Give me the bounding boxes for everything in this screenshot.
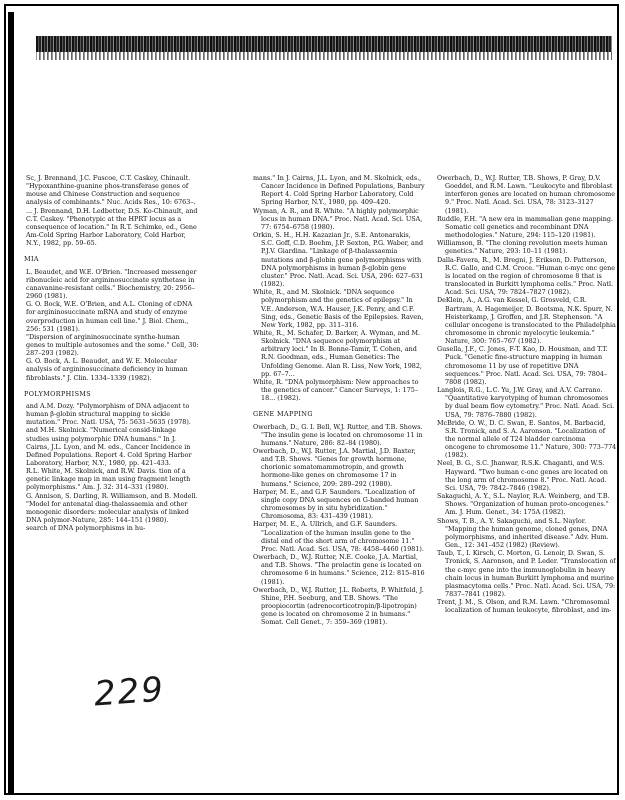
middle-column — [253, 174, 425, 795]
reference-entry: mans." In J. Cairns, J.L. Lyon, and M. Skolnick, eds., Cancer Incidence in Defined Populations, Banbury Report 4. Cold Spring Harbor Laboratory, Cold Spring Harbor, N.Y., 1980, pp. 409–420. — [253, 174, 425, 207]
reference-entry: Gusella, J.F., C. Jones, F-T. Kao, D. Housman, and T.T. Puck. "Genetic fine-structure mapping in human chromosome 11 by use of repetitive DNA sequences." Proc. Natl. Acad. Sci. USA, 79: 7804–7808 (1982). — [437, 345, 608, 386]
left-column — [24, 174, 199, 642]
reference-entry: White, R. "DNA polymorphism: New approaches to the genetics of cancer." Cancer Surveys, 1: 175–18... (1982). — [253, 377, 419, 403]
reference-entry: Owerbach, D., W.J. Rutter, J.A. Martial, J.D. Baxter, and T.B. Shows. "Genes for growth hormone, chorionic somatomammotropin, and growth hormone-like genes on chromosome 17 in humans." Science, 209: 289–292 (1980). — [253, 447, 416, 488]
reference-entry: Taub, T., I. Kirsch, C. Morton, G. Lenoir, D. Swan, S. Tronick, S. Aaronson, and P. Leder. "Translocation of the c-myc gene into the immunoglobulin in heavy chain locus in human Burkitt lymphoma and murine plasmacytoma cells." Proc. Natl. Acad. Sci. USA, 79: 7837–7841 (1982). — [437, 549, 616, 598]
reference-entry: White, R., and M. Skolnick. "DNA sequence polymorphism and the genetics of epilepsy." In V.E. Anderson, W.A. Hauser, J.K. Penry, and C.F. Sing, eds., Genetic Basis of the Epilepsies. Raven, New York, 1982, pp. 311–316. — [253, 288, 424, 329]
reference-entry: Owerbach, D., G. I. Bell, W.J. Rutter, and T.B. Shows. "The insulin gene is located on chromosome 11 in humans." Nature, 286: 82–84 (1980). — [253, 422, 423, 447]
reference-entry: and A.M. Dozy. "Polymorphism of DNA adjacent to human β-globin structural mapping to sickle mutation." Proc. Natl. USA, 75: 5631–5635 (1978). — [26, 401, 191, 427]
reference-entry: Sc, J. Brennand, J.C. Fuscoe, C.T. Caskey, Chinault. "Hypoxanthine-guanine phos-transferase genes of mouse and Chinese Construction and sequence analysis of combinants." Nuc. Acids Res., 10: 6763–. — [26, 174, 196, 207]
reference-entry: Neel, B. G., S.C. Jhanwar, R.S.K. Chaganti, and W.S. Hayward. "Two human c-onc genes are located on the long arm of chromosome 8." Proc. Natl. Acad. Sci. USA, 79: 7842–7846 (1982). — [437, 459, 608, 492]
reference-entry: Shows, T. B., A. Y. Sakaguchi, and S.L. Naylor. "Mapping the human genome, cloned genes, DNA polymorphisms, and inherited disease." Adv. Hum. Gen., 12: 341–452 (1982) (Review). — [437, 516, 609, 550]
reference-entry: Ruddle, F.H. "A new era in mammalian gene mapping. Somatic cell genetics and recombinant DNA methodologies." Nature, 294: 115–120 (1981). — [437, 214, 613, 240]
scan-edge-shadow — [8, 12, 14, 795]
section-heading: GENE MAPPING — [253, 410, 313, 419]
scanned-page — [4, 4, 619, 795]
reference-entry: Harper, M. E., and G.F. Saunders. "Localization of single copy DNA sequences on G-banded human chromosomes by in situ hybridization." Chromosoma, 83: 431–439 (1981). — [253, 487, 419, 521]
reference-entry: G. O. Bock, W.E. O'Brien, and A.L. Cloning of cDNA for argininosuccinate mRNA and study of enzyme overproduction in human cell line." J. Biol. Chem., 256: 531 (1981). — [26, 300, 193, 333]
reference-entry: G. O. Bock, A. L. Beaudet, and W. E. Molecular analysis of argininosuccinate deficiency in human fibroblasts." J. Clin. 1334–1339 (1982). — [26, 357, 188, 382]
reference-entry: DeKlein, A., A.G. van Kessel, G. Grosveld, C.R. Bartram, A. Hagemeijer, D. Bootsma, N.K. Spurr, N. Heisterkamp, J. Groffen, and J.R. Stephenson. "A cellular oncogene is translocated to the Philadelphia chromosome in chronic myelocytic leukemia." Nature, 300: 765–767 (1982). — [437, 296, 616, 346]
reference-entry: search of DNA polymorphisms in hu- — [26, 524, 146, 533]
reference-entry: Sakaguchi, A. Y., S.L. Naylor, R.A. Weinberg, and T.B. Shows. "Organization of human proto-oncogenes." Am. J. Hum. Genet., 34: 175A (1982). — [437, 492, 610, 517]
reference-entry: Dalla-Favera, R., M. Bregni, J. Erikson, D. Patterson, R.C. Gallo, and C.M. Croce. "Human c-myc onc gene is located on the region of chromosome 8 that is translocated in Burkitt lymphoma cells." Proc. Natl. Acad. Sci. USA, 79: 7824–7827 (1982). — [437, 255, 616, 297]
right-column — [437, 174, 617, 795]
reference-entry: Owerbach, D., W.J. Rutter, N.E. Cooke, J.A. Martial, and T.B. Shows. "The prolactin gene is located on chromosome 6 in humans." Science, 212: 815–816 (1981). — [253, 553, 425, 586]
reference-entry: G. Annison, S. Darling, R. Williamson, and B. Modell. "Model for antenatal diag-thalassaemia and other monogenic disorders: molecular analysis of linked DNA polymor-Nature, 285: 144–151 (1980). — [26, 491, 198, 525]
section-heading: POLYMORPHISMS — [24, 389, 92, 398]
reference-entry: Williamson, B. "The cloning revolution meets human genetics." Nature, 293: 10–11 (1981). — [437, 239, 608, 256]
reference-entry: Harper, M. E., A. Ullrich, and G.F. Saunders. "Localization of the human insulin gene to the distal end of the short arm of chromosome 11." Proc. Natl. Acad. Sci. USA, 78: 4458–4460 (1981). — [253, 520, 424, 553]
reference-entry: Trent, J. M., S. Olson, and R.M. Lawn. "Chromosomal localization of human leukocyte, fibroblast, and im- — [437, 598, 612, 615]
reference-entry: "Dispersion of argininosuccinate synthe-human genes to multiple autosomes and the some." Cell, 30: 287–293 (1982). — [26, 332, 199, 358]
reference-entry: ... J. Brennand, D.H. Ledbetter, D.S. Ko-Chinault, and C.T. Caskey. "Phenotypic at the HPRT locus as a consequence of location." In R.T. Schimke, ed., Gene Am-Cold Spring Harbor Laboratory, Cold Harbor, N.Y., 1982, pp. 59–65. — [26, 206, 198, 248]
reference-entry: White, R., M. Schafer, D. Barker, A. Wyman, and M. Skolnick. "DNA sequence polymorphism at arbitrary loci." In B. Bonne-Tamir, T. Cohen, and R.N. Goodman, eds., Human Genetics: The Unfolding Genome. Alan R. Liss, New York, 1982, pp. 67–7... — [253, 328, 422, 378]
reference-entry: L. Beaudet, and W.E. O'Brien. "Increased messenger ribonucleic acid for argininosuccinate synthetase in canavanine-resistant cells." Biochemistry, 20: 2956–2960 (1981). — [26, 267, 197, 301]
reference-entry: Orkin, S. H., H.H. Kazazian Jr., S.E. Antonarakis, S.C. Goff, C.D. Boehm, J.P. Sexton, P.G. Waber, and P.J.V. Giardina. "Linkage of β-thalassaemia mutations and β-globin gene polymorphisms with DNA polymorphisms in human β-globin gene cluster." Proc. Natl. Acad. Sci. USA, 296: 627–631 (1982). — [253, 231, 424, 289]
section-heading: MIA — [24, 255, 39, 264]
reference-entry: R.L. White, M. Skolnick, and R.W. Davis. tion of a genetic linkage map in man using fragment length polymorphisms." Am. J. 32: 314–331 (1980). — [26, 467, 191, 492]
reference-entry: Wyman, A. R., and R. White. "A highly polymorphic locus in human DNA." Proc. Natl. Acad. Sci. USA, 77: 6754–6758 (1980). — [253, 206, 423, 231]
reference-entry: McBride, O. W., D. C. Swan, E. Santos, M. Barbacid, S.R. Tronick, and S. A. Aaronson. "Localization of the normal allele of T24 bladder carcinoma oncogene to chromosome 11." Nature, 300: 773–774 (1982). — [437, 418, 617, 460]
reference-entry: Owerbach, D., W.J. Rutter, T.B. Shows, P. Gray, D.V. Goeddel, and R.M. Lawn. "Leukocyte and fibroblast interferon genes are located on human chromosome 9." Proc. Natl. Acad. Sci. USA, 78: 3123–3127 (1981). — [437, 174, 615, 215]
scan-noise-band — [36, 36, 612, 60]
reference-entry: Owerbach, D., W.J. Rutter, J.L. Roberts, P. Whitfeld, J. Shine, P.H. Seeburg, and T.B. Shows. "The proopiocortin (adrenocorticotropin/β-lipotropin) gene is located on chromosome 2 in humans." Somat. Cell Genet., 7: 359–369 (1981). — [253, 585, 424, 627]
handwritten-page-number: 229 — [92, 669, 167, 715]
reference-entry: Langlois, R.G., L.C. Yu, J.W. Gray, and A.V. Carrano. "Quantitative karyotyping of human chromosomes by dual beam flow cytometry." Proc. Natl. Acad. Sci. USA, 79: 7876–7880 (1982). — [437, 386, 615, 419]
reference-entry: and M.H. Skolnick. "Numerical consid-linkage studies using polymorphic DNA humans." In J. Cairns, J.L. Lyon, and M. eds., Cancer Incidence in Defined Populations. Report 4. Cold Spring Harbor Laboratory, Harbor, N.Y., 1980, pp. 421–433. — [26, 426, 192, 467]
